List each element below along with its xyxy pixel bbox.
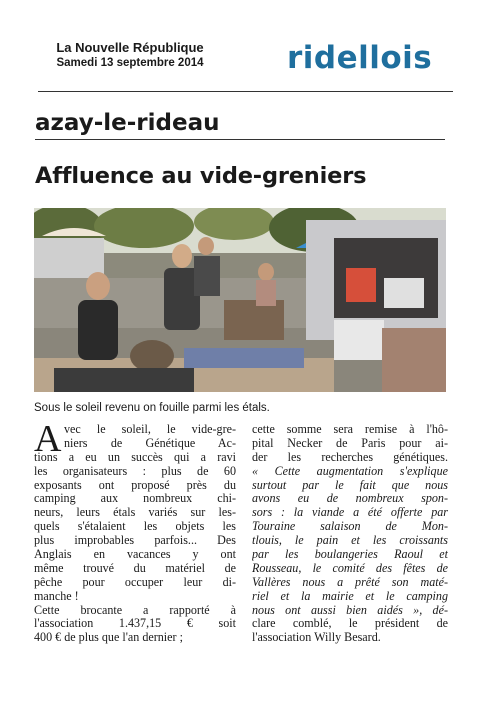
article-line: plus improbables parfois... Des xyxy=(34,534,236,548)
article-line: même trouvé du matériel de xyxy=(34,561,236,575)
article-line: sors : la viande a été offerte par xyxy=(252,506,448,520)
article-line: par les boulangeries Raoul et xyxy=(252,548,448,562)
article-line: clare comblé, le président de xyxy=(252,617,448,631)
article-line: l'association Willy Besard. xyxy=(252,631,381,645)
masthead-divider xyxy=(38,91,453,92)
article-line: neurs, leurs étals variés sur les- xyxy=(34,506,236,520)
masthead xyxy=(45,40,215,69)
article-line: vec le soleil, le vide-gre- xyxy=(64,423,236,436)
publication-date: Samedi 13 septembre 2014 xyxy=(56,57,204,69)
flea-market-photo xyxy=(34,208,446,392)
article-line: avons eu de nombreux spon- xyxy=(252,492,448,506)
article-line: niers de Génétique Ac- xyxy=(64,436,236,450)
article-line: tlouis, le pain et les croissants xyxy=(252,534,448,548)
article-line: cette somme sera remise à l'hô- xyxy=(252,423,448,436)
article-line: l'association 1.437,15 € soit xyxy=(34,617,236,631)
photo-caption: Sous le soleil revenu on fouille parmi les étals. xyxy=(34,402,270,414)
article-line: « Cette augmentation s'explique xyxy=(252,464,448,478)
section-title: ridellois xyxy=(287,40,433,76)
article-column-right xyxy=(252,423,448,645)
article-line: Vallères nous a prêté son maté- xyxy=(252,575,448,589)
article-line: camping aux nombreux chi- xyxy=(34,492,236,506)
article-line: nous ont aussi bien aidés », dé- xyxy=(252,603,448,617)
newspaper-name: La Nouvelle République xyxy=(56,40,204,55)
article-column-left xyxy=(34,418,236,645)
article-line: exposants ont proposé près du xyxy=(34,478,236,492)
article-line: pêche pour occuper leur di- xyxy=(34,575,236,589)
locality-heading: azay-le-rideau xyxy=(35,110,220,136)
article-line: surtout par le fait que nous xyxy=(252,478,448,492)
article-line: Cette brocante a rapporté à xyxy=(34,603,236,617)
article-line: 400 € de plus que l'an dernier ; xyxy=(34,631,183,645)
article-line: riel et la mairie et le camping xyxy=(252,589,448,603)
locality-divider xyxy=(35,139,445,140)
article-line: tions a eu un succès qui a ravi xyxy=(34,450,236,464)
article-line: Rousseau, le comité des fêtes de xyxy=(252,561,448,575)
article-line: quels s'étalaient les objets les xyxy=(34,520,236,534)
article-line: les organisateurs : plus de 60 xyxy=(34,464,236,478)
drop-cap: A xyxy=(34,418,62,460)
article-line: Touraine salaison de Mon- xyxy=(252,520,448,534)
article-line: der les recherches génétiques. xyxy=(252,450,448,464)
article-line: Anglais en vacances y ont xyxy=(34,548,236,562)
article-headline: Affluence au vide-greniers xyxy=(35,163,367,189)
article-line: pital Necker de Paris pour ai- xyxy=(252,436,448,450)
article-line: manche ! xyxy=(34,589,79,603)
